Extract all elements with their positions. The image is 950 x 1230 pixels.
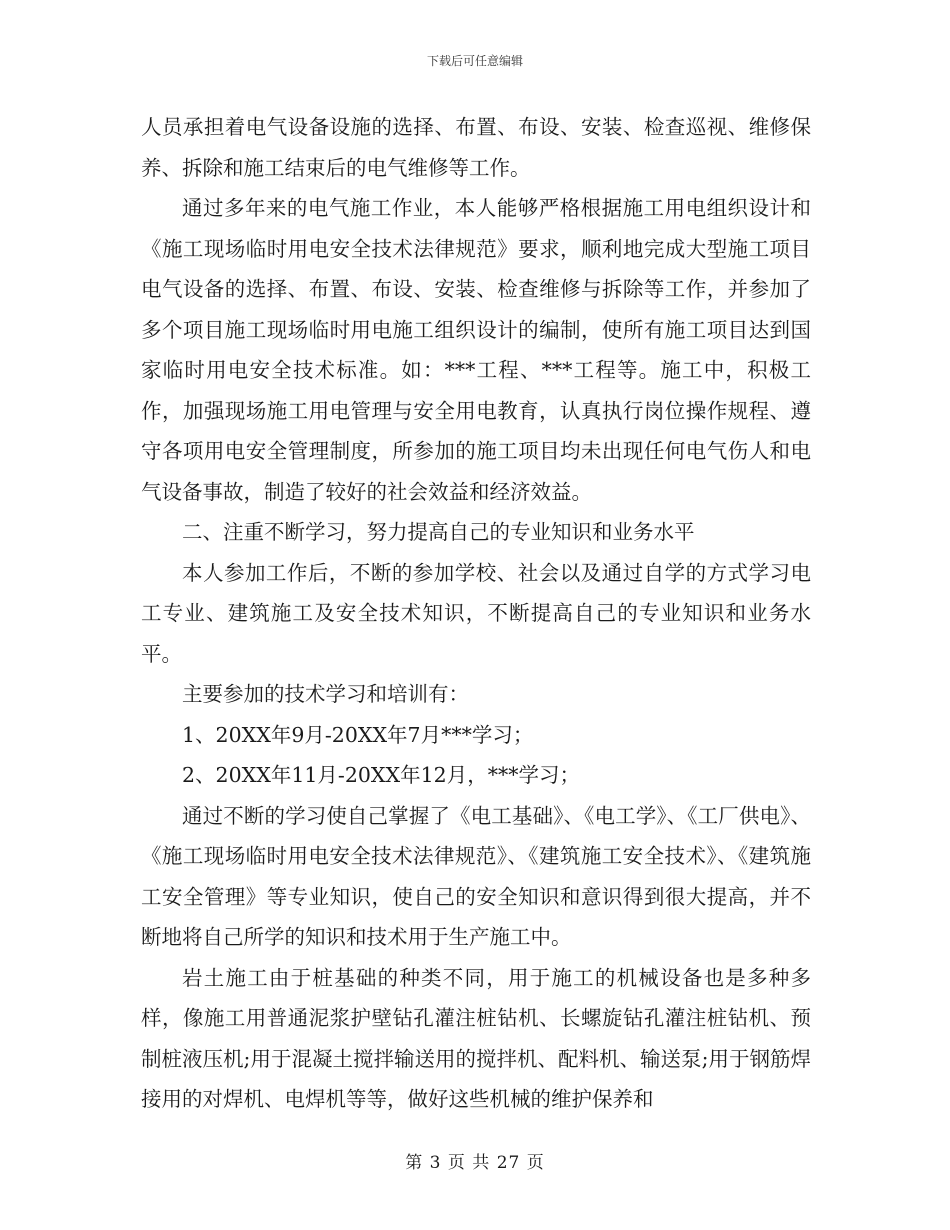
paragraph: 人员承担着电气设备设施的选择、布置、布设、安装、检查巡视、维修保养、拆除和施工结束后的电气维修等工作。 (141, 115, 811, 180)
paragraph: 通过不断的学习使自己掌握了《电工基础》、《电工学》、《工厂供电》、《施工现场临时用电安全技术法律规范》、《建筑施工安全技术》、《建筑施工安全管理》等专业知识，使自己的安全知识和意识得到很大提高，并不断地将自己所学的知识和技术用于生产施工中。 (141, 803, 811, 949)
list-item: 1、20XX年9月-20XX年7月***学习； (182, 722, 534, 747)
section-heading: 二、注重不断学习，努力提高自己的专业知识和业务水平 (182, 520, 695, 544)
page-number-footer: 第 3 页 共 27 页 (405, 1153, 545, 1173)
document-body (141, 107, 811, 1120)
list-item: 2、20XX年11月-20XX年12月，***学习； (182, 763, 580, 787)
paragraph: 岩土施工由于桩基础的种类不同，用于施工的机械设备也是多种多样，像施工用普通泥浆护壁钻孔灌注桩钻机、长螺旋钻孔灌注桩钻机、预制桩液压机;用于混凝土搅拌输送用的搅拌机、配料机、输送泵;用于钢筋焊接用的对焊机、电焊机等等，做好这些机械的维护保养和 (141, 965, 811, 1111)
paragraph: 通过多年来的电气施工作业，本人能够严格根据施工用电组织设计和《施工现场临时用电安全技术法律规范》要求，顺利地完成大型施工项目电气设备的选择、布置、布设、安装、检查维修与拆除等工作，并参加了多个项目施工现场临时用电施工组织设计的编制，使所有施工项目达到国家临时用电安全技术标准。如：***工程、***工程等。施工中，积极工作，加强现场施工用电管理与安全用电教育，认真执行岗位操作规程、遵守各项用电安全管理制度，所参加的施工项目均未出现任何电气伤人和电气设备事故，制造了较好的社会效益和经济效益。 (141, 196, 811, 504)
paragraph: 主要参加的技术学习和培训有： (182, 682, 469, 706)
page-header: 下载后可任意编辑 (426, 54, 523, 68)
paragraph: 本人参加工作后，不断的参加学校、社会以及通过自学的方式学习电工专业、建筑施工及安全技术知识，不断提高自己的专业知识和业务水平。 (141, 560, 811, 666)
